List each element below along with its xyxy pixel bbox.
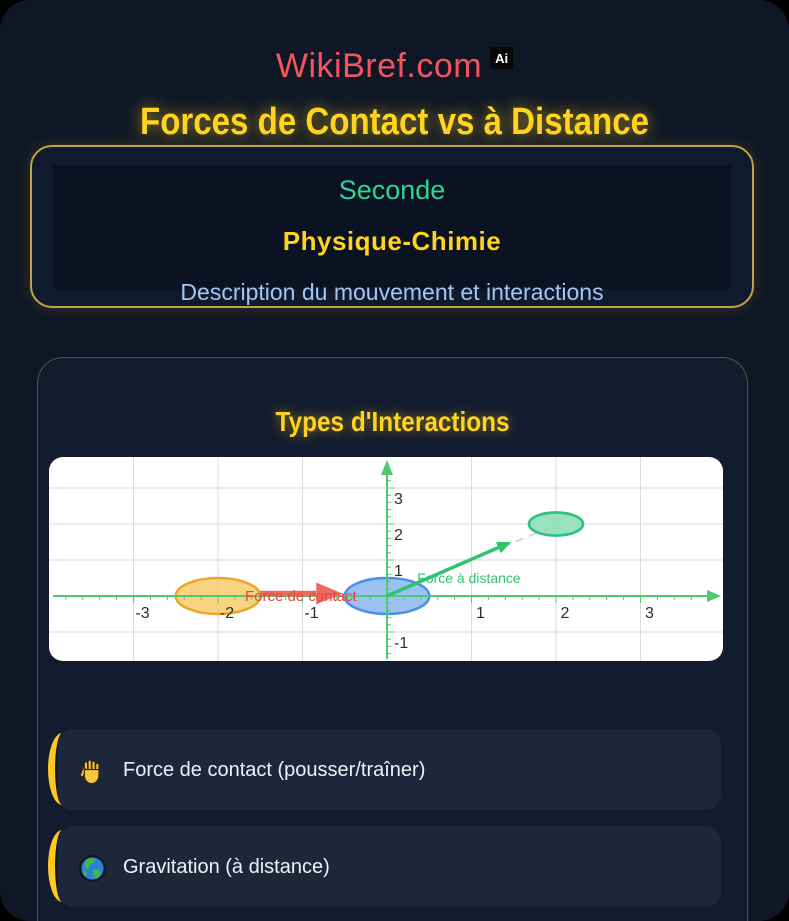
y-tick-label: 1 xyxy=(394,563,403,580)
fact-text: Force de contact (pousser/traîner) xyxy=(123,759,426,781)
yellow-accent-bar xyxy=(48,830,64,902)
ai-badge: Ai xyxy=(490,47,513,69)
brand-row xyxy=(0,46,789,86)
interaction-chart xyxy=(49,457,723,661)
x-tick-label: 2 xyxy=(560,605,570,622)
force-de-contact-arrow-label: Force de contact xyxy=(244,588,357,606)
ellipse-objet-vert xyxy=(529,512,583,535)
fact-card-contact xyxy=(58,729,721,810)
course-subject: Physique-Chimie xyxy=(282,226,502,256)
y-tick-label: 3 xyxy=(394,491,403,508)
section-title: Types d'Interactions xyxy=(275,406,510,437)
page-title: Forces de Contact vs à Distance xyxy=(140,101,649,143)
force-a-distance-arrow-label: Force à distance xyxy=(417,570,521,587)
fact-card-gravitation xyxy=(58,826,721,907)
earth-globe-icon xyxy=(77,853,108,884)
coordinate-plane-svg xyxy=(49,457,723,661)
yellow-accent-bar xyxy=(48,733,64,805)
fact-text: Gravitation (à distance) xyxy=(123,856,330,878)
y-axis-arrowhead xyxy=(381,460,393,475)
x-axis-arrowhead xyxy=(707,590,721,602)
x-tick-label: -3 xyxy=(135,605,150,622)
x-tick-label: 1 xyxy=(476,605,485,622)
x-tick-label: -1 xyxy=(304,605,319,622)
course-chapter: Description du mouvement et interactions xyxy=(180,279,604,305)
x-tick-label: 3 xyxy=(645,605,654,622)
brand-name: WikiBref.com xyxy=(275,47,483,85)
raised-hand-icon xyxy=(77,756,108,787)
x-tick-label: -2 xyxy=(219,605,235,622)
course-level: Seconde xyxy=(338,175,446,205)
y-tick-label: 2 xyxy=(394,527,403,544)
y-tick-label: -1 xyxy=(394,635,409,652)
course-card xyxy=(30,145,754,308)
interactions-card xyxy=(37,357,748,921)
